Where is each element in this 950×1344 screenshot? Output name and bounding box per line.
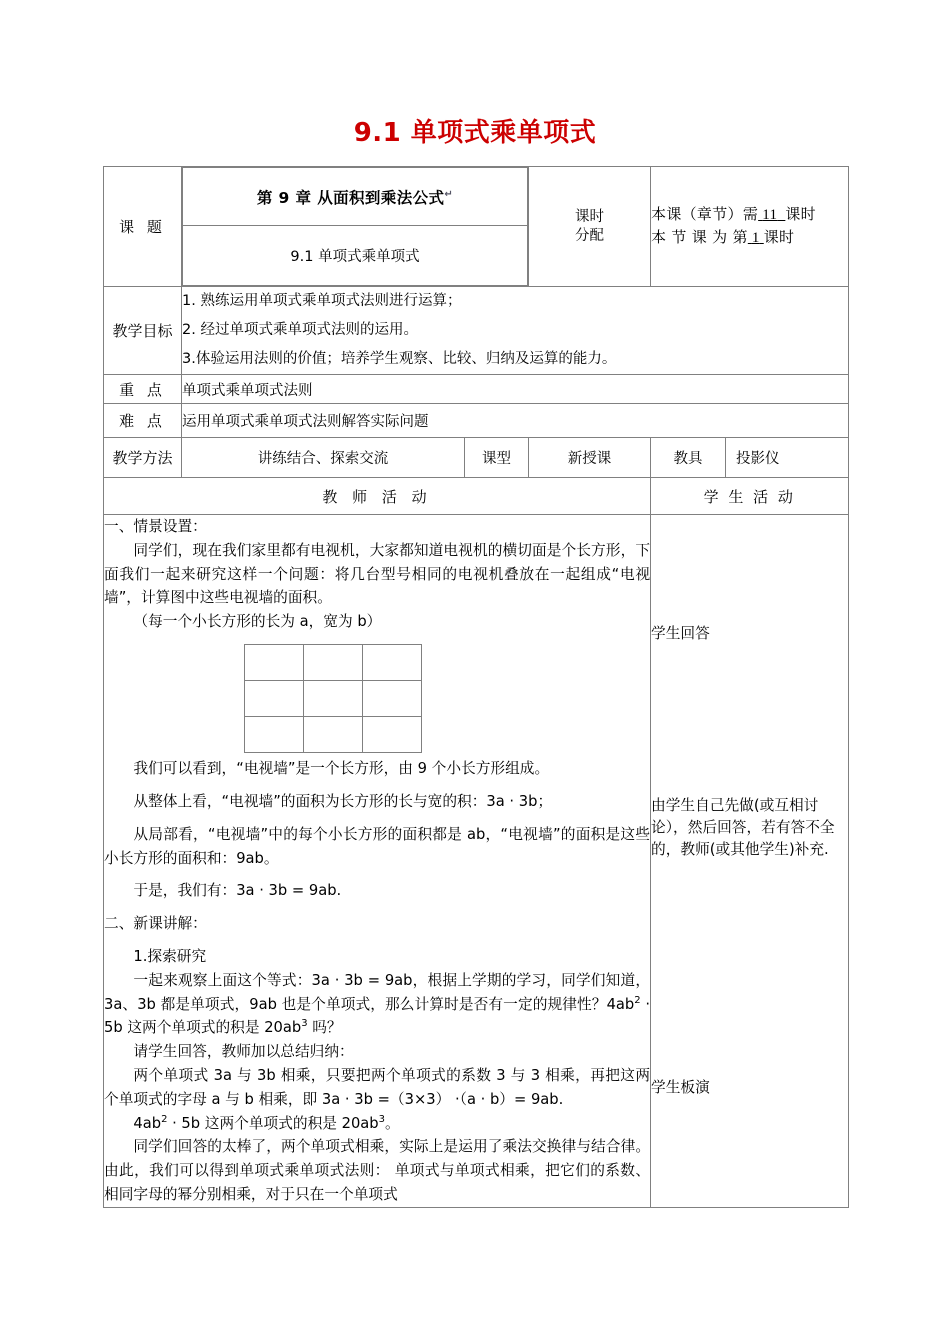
table-row-method xyxy=(104,438,849,478)
table-row-difficulty xyxy=(104,404,849,438)
table-row-activity-body xyxy=(104,515,849,1208)
paragraph-intro: 同学们，现在我们家里都有电视机，大家都知道电视机的横切面是个长方形，下面我们一起来研究这样一个问题：将几台型号相同的电视机叠放在一起组成“电视墙”，计算图中这些电视墙的面积。 xyxy=(104,541,651,607)
grid-cell xyxy=(245,717,304,753)
student-activity-item-1: 学生回答 xyxy=(651,625,710,643)
grid-cell xyxy=(304,645,363,681)
cell-subject-content xyxy=(182,167,529,287)
paragraph-conclusion: 于是，我们有：3a · 3b = 9ab. xyxy=(133,882,342,900)
paragraph-part-area: 从局部看，“电视墙”中的每个小长方形的面积都是 ab，“电视墙”的面积是这些小长方形的面积和：9ab。 xyxy=(104,825,651,867)
grid-cell xyxy=(304,681,363,717)
table-row-objectives xyxy=(104,287,849,375)
objective-item: 2. 经过单项式乘单项式法则的运用。 xyxy=(182,322,418,338)
period-total-line: 本课（章节）需 11 课时 xyxy=(651,204,816,223)
label-method: 教学方法 xyxy=(104,438,182,478)
table-row-activity-header xyxy=(104,478,849,515)
header-teacher-activity: 教 师 活 动 xyxy=(104,478,651,515)
method-value: 讲练结合、探索交流 xyxy=(182,438,465,478)
objective-item: 3.体验运用法则的价值；培养学生观察、比较、归纳及运算的能力。 xyxy=(182,351,617,367)
spacer xyxy=(651,862,848,1077)
table-row-subject xyxy=(104,167,849,287)
chapter-title: 第 9 章 从面积到乘法公式↵ xyxy=(183,168,528,226)
paragraph-whole-area: 从整体上看，“电视墙”的面积为长方形的长与宽的积：3a · 3b； xyxy=(133,792,553,810)
grid-cell xyxy=(363,717,422,753)
difficulty-value: 运用单项式乘单项式法则解答实际问题 xyxy=(182,404,849,438)
label-difficulty: 难 点 xyxy=(104,404,182,438)
paragraph-mark-icon: ↵ xyxy=(444,188,454,200)
period-allocation-value xyxy=(651,167,849,287)
grid-cell xyxy=(245,645,304,681)
paragraph-dimensions: （每一个小长方形的长为 a，宽为 b） xyxy=(133,613,382,631)
student-activity-content xyxy=(651,515,849,1208)
paragraph-observation: 我们可以看到，“电视墙”是一个长方形，由 9 个小长方形组成。 xyxy=(133,760,550,778)
paragraph-rule-derivation: 两个单项式 3a 与 3b 相乘，只要把两个单项式的系数 3 与 3 相乘，再把这两个单项式的字母 a 与 b 相乘，即 3a · 3b =（3×3） ·（a · b）= 9ab. xyxy=(104,1067,651,1108)
grid-row xyxy=(245,645,422,681)
tv-wall-grid xyxy=(104,644,650,753)
objective-item: 1. 熟练运用单项式乘单项式法则进行运算； xyxy=(182,293,462,309)
paragraph-example-answer: $4ab^2 \cdot 5b$ 这两个单项式的积是 $20ab^3$。 xyxy=(133,1113,400,1132)
key-point-value: 单项式乘单项式法则 xyxy=(182,375,849,404)
paragraph-rule-statement: 同学们回答的太棒了，两个单项式相乘，实际上是运用了乘法交换律与结合律。由此，我们可以得到单项式乘单项式法则： 单项式与单项式相乘，把它们的系数、相同字母的幂分别相乘，对于只在一个单项式 xyxy=(104,1138,651,1204)
teacher-activity-content xyxy=(104,515,651,1208)
student-activity-item-3: 学生板演 xyxy=(651,1078,710,1096)
lesson-plan-table xyxy=(103,166,849,1208)
paragraph-ask-students: 请学生回答，教师加以总结归纳： xyxy=(133,1043,354,1061)
grid-cell xyxy=(245,681,304,717)
label-teaching-aid: 教具 xyxy=(651,438,726,478)
section-heading-newlesson: 二、新课讲解： xyxy=(104,915,207,933)
label-period-allocation: 课时 分配 xyxy=(529,167,651,287)
header-student-activity: 学 生 活 动 xyxy=(651,478,849,515)
grid-cell xyxy=(304,717,363,753)
period-current-line: 本 节 课 为 第 1 课时 xyxy=(651,227,795,246)
teaching-aid-value: 投影仪 xyxy=(726,438,849,478)
objectives-list xyxy=(182,287,849,375)
grid-cell xyxy=(363,645,422,681)
class-type-value: 新授课 xyxy=(529,438,651,478)
spacer xyxy=(651,645,848,795)
page-title: 9.1 单项式乘单项式 xyxy=(353,118,597,148)
label-class-type: 课型 xyxy=(465,438,529,478)
table-row-key-point xyxy=(104,375,849,404)
paragraph-explore-body: 一起来观察上面这个等式：3a · 3b = 9ab，根据上学期的学习，同学们知道，3a、3b 都是单项式，9ab 也是个单项式，那么计算时是否有一定的规律性？$4ab^2 \cdot 5b$ 这两个单项式的积是 $20ab^3$ 吗？ xyxy=(104,971,651,1037)
label-subject: 课 题 xyxy=(104,167,182,287)
label-key-point: 重 点 xyxy=(104,375,182,404)
paragraph-explore-heading: 1.探索研究 xyxy=(133,947,207,965)
grid-cell xyxy=(363,681,422,717)
student-activity-item-2: 由学生自己先做(或互相讨论），然后回答，若有答不全的，教师(或其他学生)补充. xyxy=(651,797,835,859)
section-heading-situation: 一、情景设置： xyxy=(104,518,207,535)
label-objectives: 教学目标 xyxy=(104,287,182,375)
section-title: 9.1 单项式乘单项式 xyxy=(183,226,528,286)
tv-wall-grid-table xyxy=(244,644,422,753)
grid-row xyxy=(245,681,422,717)
grid-row xyxy=(245,717,422,753)
